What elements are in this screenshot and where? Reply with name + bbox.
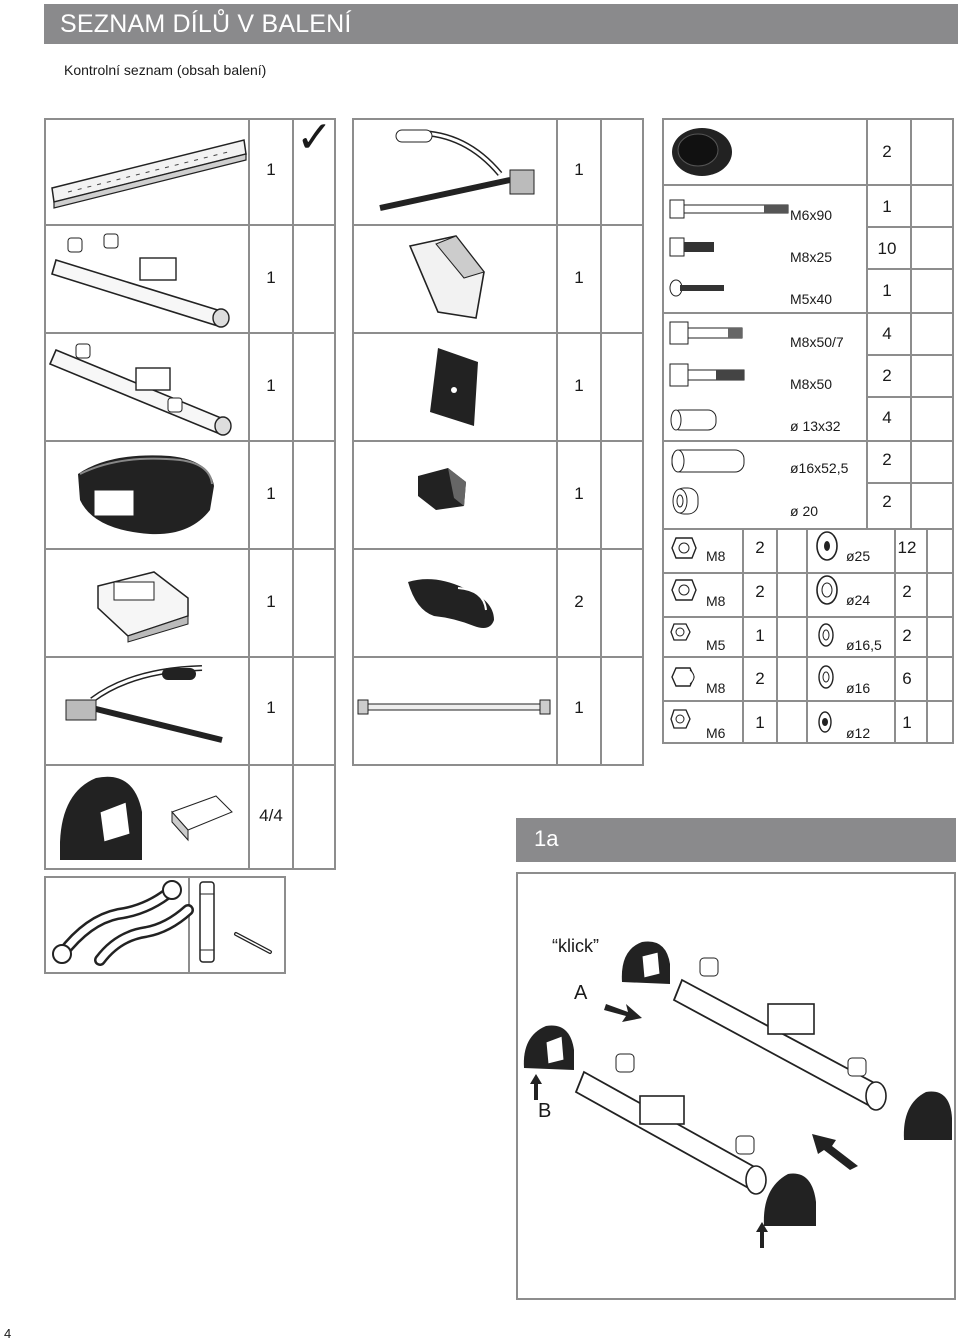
qty-label: 1 <box>882 281 892 300</box>
wrench-icon <box>48 880 184 970</box>
label-b: B <box>538 1100 552 1122</box>
clamp-icon <box>56 772 246 864</box>
page-number: 4 <box>4 1326 12 1341</box>
bolt-icon <box>668 362 748 388</box>
qty-label: 2 <box>574 592 584 611</box>
rail-icon <box>48 124 248 220</box>
step-header <box>516 818 956 862</box>
qty-label: 1 <box>574 484 584 503</box>
support-arm-icon <box>360 124 550 220</box>
qty-label: 2 <box>755 582 765 601</box>
bushing-icon <box>668 486 702 516</box>
nut-label: M6 <box>706 725 726 741</box>
spacer-icon <box>668 408 722 432</box>
screw-icon <box>668 278 728 298</box>
qty-label: 2 <box>882 492 892 511</box>
nut-label: M8 <box>706 548 726 564</box>
part-label: ø 20 <box>790 503 819 519</box>
part-label: ø16x52,5 <box>790 460 849 476</box>
support-arm-icon <box>52 660 242 752</box>
end-cap-icon <box>414 466 470 512</box>
clamp-icon <box>900 1088 956 1144</box>
qty-label: 12 <box>897 538 917 557</box>
washer-icon <box>814 530 840 562</box>
part-label: M8x50/7 <box>790 334 844 350</box>
nut-icon <box>670 664 700 690</box>
qty-label: 4 <box>882 324 892 343</box>
qty-label: 1 <box>266 268 276 287</box>
nut-label: M5 <box>706 637 726 653</box>
washer-label: ø12 <box>846 725 871 741</box>
nut-icon <box>670 622 692 642</box>
qty-column <box>556 118 602 766</box>
part-label: M8x25 <box>790 249 833 265</box>
washer-icon <box>816 664 836 690</box>
qty-label: 2 <box>755 669 765 688</box>
qty-label: 1 <box>266 160 276 179</box>
qty-label: 1 <box>755 626 765 645</box>
qty-label: 4/4 <box>259 806 283 825</box>
washer-check-column <box>926 528 954 744</box>
check-icon: ✓ <box>296 113 333 162</box>
washer-label: ø16,5 <box>846 637 882 653</box>
rod-icon <box>356 694 552 722</box>
spacer-icon <box>668 448 748 474</box>
page-subtitle: Kontrolní seznam (obsah balení) <box>64 62 267 78</box>
washer-icon <box>816 622 836 648</box>
clamp-icon <box>520 1022 578 1074</box>
crossbar-icon <box>48 230 248 330</box>
part-label: M6x90 <box>790 207 833 223</box>
socket-wrench-icon <box>196 880 218 966</box>
qty-label: 1 <box>574 698 584 717</box>
qty-label: 1 <box>882 197 892 216</box>
washer-label: ø16 <box>846 680 871 696</box>
strap-icon <box>404 570 504 636</box>
qty-label: 2 <box>902 582 912 601</box>
pin-icon <box>232 930 274 956</box>
arrow-up-icon <box>756 1222 768 1248</box>
washer-icon <box>816 710 834 734</box>
qty-label: 10 <box>877 239 897 258</box>
bolt-icon <box>668 198 792 220</box>
bolt-icon <box>668 236 718 258</box>
washer-icon <box>814 574 840 606</box>
nut-label: M8 <box>706 680 726 696</box>
qty-label: 2 <box>882 366 892 385</box>
header-bar <box>44 4 958 44</box>
arrow-up-icon <box>530 1074 542 1100</box>
arrow-icon <box>810 1132 860 1170</box>
part-label: M8x50 <box>790 376 833 392</box>
qty-label: 1 <box>902 713 912 732</box>
lock-cover-icon <box>424 344 484 430</box>
washer-label: ø25 <box>846 548 871 564</box>
washer-label: ø24 <box>846 592 871 608</box>
crossbar-icon <box>48 338 248 438</box>
part-label: ø 13x32 <box>790 418 841 434</box>
tail-light-icon <box>92 568 192 642</box>
nut-label: M8 <box>706 593 726 609</box>
holder-icon <box>404 232 494 324</box>
qty-label: 1 <box>574 376 584 395</box>
qty-label: 2 <box>882 142 892 161</box>
klick-label: “klick” <box>552 936 599 956</box>
clamp-icon <box>618 938 674 988</box>
check-column <box>910 118 954 530</box>
qty-label: 1 <box>574 160 584 179</box>
qty-label: 1 <box>266 592 276 611</box>
nut-icon <box>670 534 698 562</box>
arrow-icon <box>604 998 644 1024</box>
nut-check-column <box>776 528 808 744</box>
label-a: A <box>574 982 588 1004</box>
part-label: M5x40 <box>790 291 833 307</box>
cover-icon <box>70 450 220 542</box>
qty-label: 1 <box>266 484 276 503</box>
check-column <box>292 118 336 870</box>
qty-label: 4 <box>882 408 892 427</box>
bolt-icon <box>668 320 748 346</box>
qty-label: 1 <box>266 698 276 717</box>
qty-label: 2 <box>902 626 912 645</box>
nut-icon <box>670 576 698 604</box>
qty-label: 1 <box>574 268 584 287</box>
qty-label: 2 <box>755 538 765 557</box>
crossbar-icon <box>576 1050 776 1200</box>
nut-icon <box>670 708 692 730</box>
step-title: 1a <box>534 826 559 851</box>
knob-icon <box>668 126 738 180</box>
qty-label: 6 <box>902 669 912 688</box>
page-title: SEZNAM DÍLŮ V BALENÍ <box>60 10 352 38</box>
qty-label: 1 <box>266 376 276 395</box>
qty-label: 1 <box>755 713 765 732</box>
qty-label: 2 <box>882 450 892 469</box>
check-column <box>600 118 644 766</box>
